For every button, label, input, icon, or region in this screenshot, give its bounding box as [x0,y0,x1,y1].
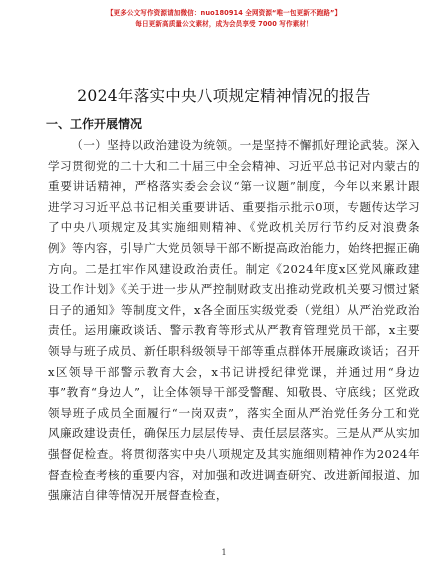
document-title: 2024年落实中央八项规定精神情况的报告 [77,87,371,105]
promo-line-2: 每日更新高质量公文素材，成为会员享受 7000 写作素材！ [135,20,313,28]
page-number: 1 [221,548,227,557]
section-heading: 一、工作开展情况 [46,117,143,131]
promo-banner [0,8,448,30]
body-text [48,135,420,506]
body-paragraph: （一）坚持以政治建设为统领。一是坚持不懈抓好理论武装。深入学习贯彻党的二十大和二十届三中全会精神、习近平总书记对内蒙古的重要讲话精神，严格落实委会会议“第一议题”制度，今年以来累计跟进学习习近平总书记相关重要讲话、重要指示批示0项，专题传达学习了中央八项规定及其实施细则精神、《党政机关厉行节约反对浪费条例》等内容，引导广大党员领导干部不断提高政治能力，始终把握正确方向。二是扛牢作风建设政治责任。制定《2024年度x区党风廉政建设工作计划》《关于进一步从严控制财政支出推动党政机关要习惯过紧日子的通知》等制度文件，x各全面压实级党委（党组）从严治党政治责任。运用廉政谈话、警示教育等形式从严教育管理党员干部，x主要领导与班子成员、新任职科级领导干部等重点群体开展廉政谈话；召开x区领导干部警示教育大会，x书记讲授纪律党课，并通过用“身边事”教育“身边人”，让全体领导干部受警醒、知敬畏、守底线；区党政领导班子成员全面履行“一岗双责”，落实全面从严治党任务分工和党风廉政建设责任，确保压力层层传导、责任层层落实。三是从严从实加强督促检查。将贯彻落实中央八项规定及其实施细则精神作为2024年督查检查考核的重要内容，对加强和改进调查研究、改进新闻报道、加强廉洁自律等情况开展督查检查， [48,138,420,503]
promo-line-1: 【更多公文写作资源请加微信：nuo180914 全网资源“唯一包更新不跑路”】 [106,9,342,17]
